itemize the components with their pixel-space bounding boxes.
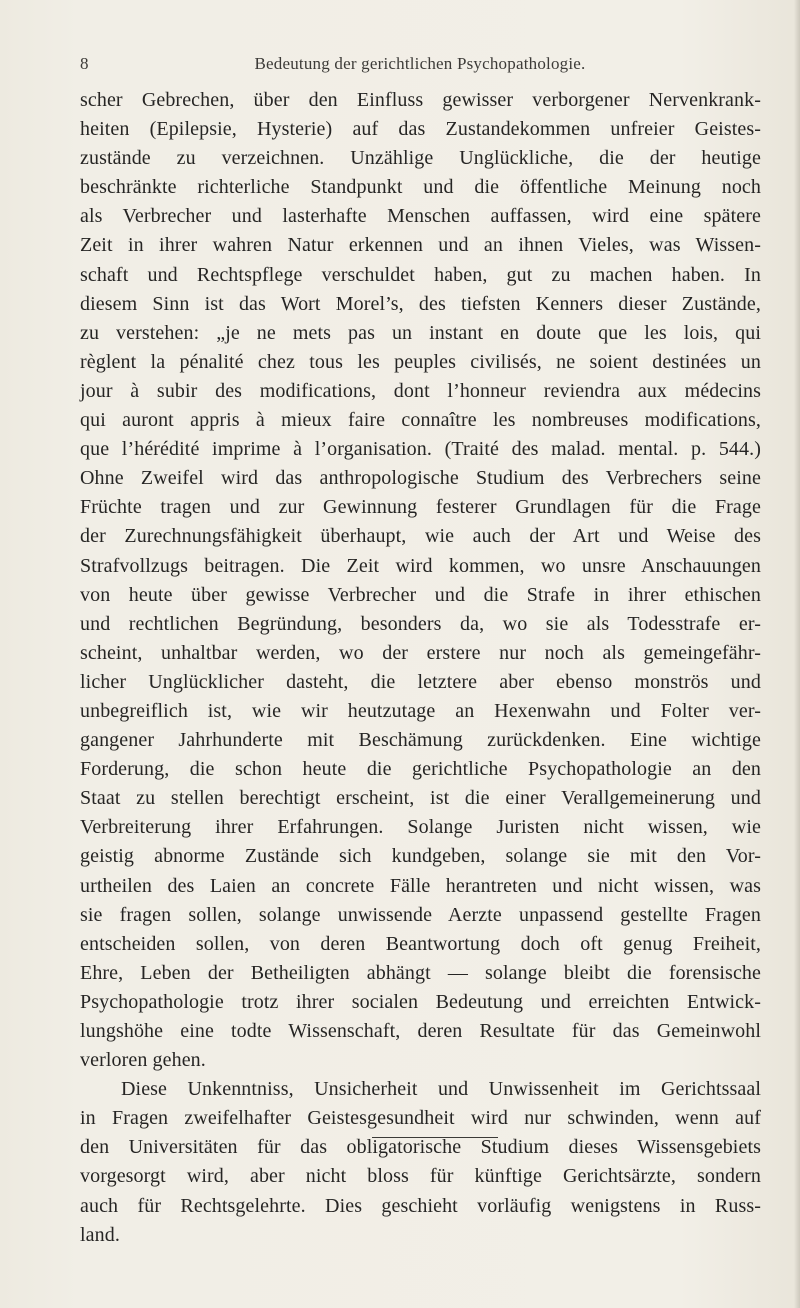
text-line: heiten (Epilepsie, Hysterie) auf das Zustandekommen unfreier Geistes- — [80, 118, 761, 141]
text-line: qui auront appris à mieux faire connaître les nombreuses modifications, — [80, 409, 761, 432]
text-line: schaft und Rechtspflege verschuldet haben, gut zu machen haben. In — [80, 263, 761, 286]
text-line: gangener Jahrhunderte mit Beschämung zurückdenken. Eine wichtige — [80, 729, 761, 752]
text-line: der Zurechnungsfähigkeit überhaupt, wie auch der Art und Weise des — [80, 525, 761, 548]
text-line: auch für Rechtsgelehrte. Dies geschieht vorläufig wenigstens in Russ- — [80, 1194, 761, 1217]
text-line: in Fragen zweifelhafter Geistesgesundheit wird nur schwinden, wenn auf — [80, 1107, 761, 1130]
text-line: sie fragen sollen, solange unwissende Aerzte unpassend gestellte Fragen — [80, 903, 761, 926]
text-line: lungshöhe eine todte Wissenschaft, deren Resultate für das Gemeinwohl — [80, 1020, 761, 1042]
text-line: Früchte tragen und zur Gewinnung festerer Grundlagen für die Frage — [80, 496, 761, 519]
text-line: als Verbrecher und lasterhafte Menschen auffassen, wird eine spätere — [80, 205, 761, 228]
text-line: diesem Sinn ist das Wort Morel’s, des tiefsten Kenners dieser Zustände, — [80, 292, 761, 315]
text-line: Psychopathologie trotz ihrer socialen Bedeutung und erreichten Entwick- — [80, 990, 761, 1013]
text-line: unbegreiflich ist, wie wir heutzutage an Hexenwahn und Folter ver- — [80, 699, 761, 722]
body-text — [80, 86, 761, 1250]
page-number: 8 — [80, 54, 89, 73]
text-line: Ohne Zweifel wird das anthropologische Studium des Verbrechers seine — [80, 467, 761, 490]
text-line: Verbreiterung ihrer Erfahrungen. Solange Juristen nicht wissen, wie — [80, 816, 761, 839]
text-line: Strafvollzugs beitragen. Die Zeit wird kommen, wo unsre Anschauungen — [80, 554, 761, 577]
text-line: Zeit in ihrer wahren Natur erkennen und an ihnen Vieles, was Wissen- — [80, 234, 761, 257]
section-divider-rule — [372, 1137, 498, 1138]
page-header — [80, 52, 760, 76]
text-line: règlent la pénalité chez tous les peuples civilisés, ne soient destinées un — [80, 350, 761, 373]
scan-edge-shadow — [794, 0, 800, 1308]
text-line: licher Unglücklicher dasteht, die letztere aber ebenso monströs und — [80, 670, 761, 693]
text-line: geistig abnorme Zustände sich kundgeben, solange sie mit den Vor- — [80, 845, 761, 868]
text-line: beschränkte richterliche Standpunkt und die öffentliche Meinung noch — [80, 176, 761, 199]
text-line: vorgesorgt wird, aber nicht bloss für künftige Gerichtsärzte, sondern — [80, 1165, 761, 1188]
text-line: Forderung, die schon heute die gerichtliche Psychopathologie an den — [80, 758, 761, 781]
text-line: Ehre, Leben der Betheiligten abhängt — solange bleibt die forensische — [80, 961, 761, 984]
text-line: urtheilen des Laien an concrete Fälle herantreten und nicht wissen, was — [80, 874, 761, 897]
paragraph-end-line: verloren gehen. — [80, 1049, 206, 1072]
text-line: entscheiden sollen, von deren Beantwortung doch oft genug Freiheit, — [80, 932, 761, 955]
paragraph-end-line: land. — [80, 1223, 120, 1246]
text-line: den Universitäten für das obligatorische Studium dieses Wissensgebiets — [80, 1136, 761, 1159]
paragraph-start-line: Diese Unkenntniss, Unsicherheit und Unwissenheit im Gerichtssaal — [121, 1078, 761, 1101]
text-line: von heute über gewisse Verbrecher und die Strafe in ihrer ethischen — [80, 583, 761, 606]
text-line: jour à subir des modifications, dont l’honneur reviendra aux médecins — [80, 379, 761, 402]
text-line: Staat zu stellen berechtigt erscheint, ist die einer Verallgemeinerung und — [80, 787, 761, 810]
text-line: und rechtlichen Begründung, besonders da, wo sie als Todesstrafe er- — [80, 612, 761, 635]
text-line: zustände zu verzeichnen. Unzählige Unglückliche, die der heutige — [80, 147, 761, 170]
text-line: que l’hérédité imprime à l’organisation. (Traité des malad. mental. p. 544.) — [80, 438, 761, 461]
text-line: scheint, unhaltbar werden, wo der erstere nur noch als gemeingefähr- — [80, 641, 761, 664]
text-line: zu verstehen: „je ne mets pas un instant en doute que les lois, qui — [80, 321, 761, 344]
text-line: scher Gebrechen, über den Einfluss gewisser verborgener Nervenkrank- — [80, 89, 761, 111]
running-title: Bedeutung der gerichtlichen Psychopathologie. — [254, 54, 586, 73]
